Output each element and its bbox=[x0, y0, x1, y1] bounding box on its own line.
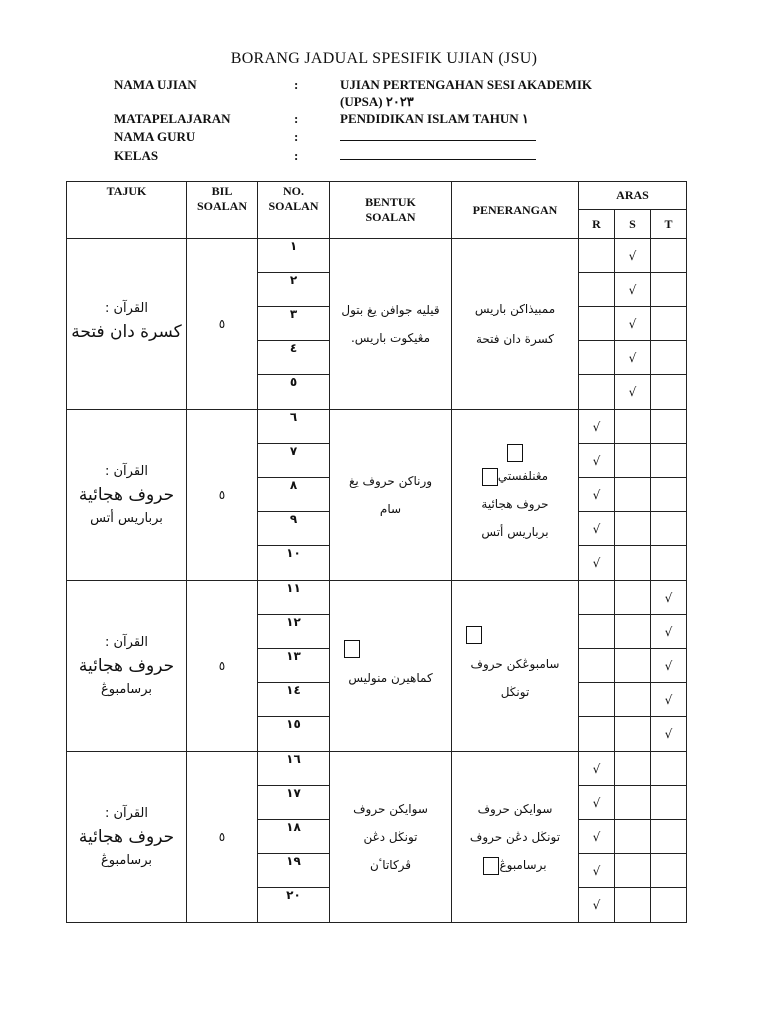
header-bil-soalan bbox=[187, 182, 258, 239]
penerangan-line-3 bbox=[483, 858, 546, 872]
kelas-label: KELAS bbox=[114, 148, 159, 163]
aras-r-cell bbox=[579, 717, 615, 752]
question-number: ١٣ bbox=[258, 649, 330, 683]
aras-r-cell bbox=[579, 615, 615, 649]
aras-t-cell bbox=[651, 546, 687, 581]
question-number: ٢ bbox=[258, 273, 330, 307]
tick-icon: √ bbox=[651, 615, 687, 649]
aras-t-cell bbox=[651, 444, 687, 478]
tick-icon: √ bbox=[615, 341, 651, 375]
header-bil-soalan-line-2: SOALAN bbox=[196, 199, 247, 213]
penerangan-line-3: برباريس أتس bbox=[481, 525, 549, 540]
bil-soalan-cell: ٥ bbox=[187, 752, 258, 923]
header-bil-soalan-line-1: BIL bbox=[211, 184, 233, 198]
tajuk-big: حروف هجائية bbox=[78, 656, 175, 676]
aras-s-cell bbox=[615, 752, 651, 786]
penerangan-line-2: تونڬل دڠن حروف bbox=[469, 830, 561, 844]
tick-icon: √ bbox=[615, 307, 651, 341]
colon: : bbox=[294, 129, 299, 144]
tajuk-sub: برسامبوڠ bbox=[100, 853, 152, 868]
aras-r-cell bbox=[579, 649, 615, 683]
bentuk-line-2: مڠيكوت باريس. bbox=[350, 331, 431, 345]
aras-s-cell bbox=[615, 717, 651, 752]
header-aras-t: T bbox=[651, 210, 687, 239]
placeholder-box-row bbox=[458, 444, 572, 463]
tick-icon: √ bbox=[579, 854, 615, 888]
kelas-blank-line[interactable] bbox=[340, 159, 536, 160]
question-number: ٨ bbox=[258, 478, 330, 512]
placeholder-box-row bbox=[336, 640, 445, 659]
table-row bbox=[67, 752, 687, 786]
placeholder-box-icon bbox=[507, 444, 523, 462]
aras-s-cell bbox=[615, 649, 651, 683]
question-number: ١٢ bbox=[258, 615, 330, 649]
aras-s-cell bbox=[615, 444, 651, 478]
penerangan-line-2: حروف هجائية bbox=[481, 497, 549, 512]
bentuk-line-1: ورناكن حروف يغ bbox=[348, 474, 433, 488]
tick-icon: √ bbox=[615, 239, 651, 273]
tajuk-big: حروف هجائية bbox=[78, 485, 175, 505]
placeholder-box-icon bbox=[466, 626, 482, 644]
aras-s-cell bbox=[615, 615, 651, 649]
aras-t-cell bbox=[651, 888, 687, 923]
question-number: ١٥ bbox=[258, 717, 330, 752]
colon: : bbox=[294, 77, 299, 92]
aras-s-cell bbox=[615, 888, 651, 923]
question-number: ٥ bbox=[258, 375, 330, 410]
tajuk-small: القرآن : bbox=[105, 300, 148, 316]
tick-icon: √ bbox=[579, 888, 615, 923]
aras-t-cell bbox=[651, 273, 687, 307]
bentuk-line-3: ڤركاتاٴن bbox=[369, 858, 412, 872]
aras-t-cell bbox=[651, 478, 687, 512]
bentuk-line-2: سام bbox=[379, 502, 402, 516]
tajuk-small: القرآن : bbox=[105, 464, 148, 479]
aras-t-cell bbox=[651, 854, 687, 888]
aras-r-cell bbox=[579, 239, 615, 273]
tick-icon: √ bbox=[651, 649, 687, 683]
aras-t-cell bbox=[651, 820, 687, 854]
table-row bbox=[67, 239, 687, 273]
header-tajuk: TAJUK bbox=[67, 182, 187, 239]
bentuk-soalan-cell bbox=[330, 752, 452, 923]
nama-guru-label: NAMA GURU bbox=[114, 129, 196, 144]
aras-r-cell bbox=[579, 273, 615, 307]
header-aras-s: S bbox=[615, 210, 651, 239]
tajuk-cell bbox=[67, 239, 187, 410]
bil-soalan-cell: ٥ bbox=[187, 410, 258, 581]
penerangan-line-1-text: مڠنلفستي bbox=[497, 469, 549, 484]
penerangan-cell bbox=[452, 581, 579, 752]
aras-r-cell bbox=[579, 375, 615, 410]
aras-s-cell bbox=[615, 786, 651, 820]
question-number: ١ bbox=[258, 239, 330, 273]
tick-icon: √ bbox=[615, 375, 651, 410]
tajuk-sub: برباريس أتس bbox=[90, 511, 163, 526]
tick-icon: √ bbox=[579, 546, 615, 581]
aras-s-cell bbox=[615, 581, 651, 615]
header-no-soalan-line-2: SOALAN bbox=[268, 199, 319, 213]
header-penerangan: PENERANGAN bbox=[452, 182, 579, 239]
question-number: ٧ bbox=[258, 444, 330, 478]
aras-s-cell bbox=[615, 546, 651, 581]
aras-r-cell bbox=[579, 581, 615, 615]
question-number: ١٤ bbox=[258, 683, 330, 717]
penerangan-line-1 bbox=[482, 469, 548, 483]
tajuk-big: حروف هجائية bbox=[78, 827, 175, 847]
bil-soalan-cell: ٥ bbox=[187, 239, 258, 410]
header-no-soalan-line-1: NO. bbox=[283, 184, 304, 198]
question-number: ١٦ bbox=[258, 752, 330, 786]
nama-ujian-value bbox=[340, 76, 670, 110]
penerangan-cell bbox=[452, 239, 579, 410]
nama-ujian-label: NAMA UJIAN bbox=[114, 77, 197, 92]
tajuk-small: القرآن : bbox=[105, 806, 148, 821]
aras-t-cell bbox=[651, 239, 687, 273]
jsu-table bbox=[66, 181, 687, 923]
bentuk-line-1: قيليه جوافن يغ بتول bbox=[341, 303, 440, 317]
nama-ujian-value-line-1: UJIAN PERTENGAHAN SESI AKADEMIK bbox=[340, 77, 592, 92]
header-aras: ARAS bbox=[579, 182, 687, 210]
question-number: ١١ bbox=[258, 581, 330, 615]
question-number: ١٨ bbox=[258, 820, 330, 854]
penerangan-cell bbox=[452, 410, 579, 581]
bentuk-line-1: كماهيرن منوليس bbox=[348, 671, 433, 686]
penerangan-cell bbox=[452, 752, 579, 923]
penerangan-line-1: ممبيذاكن باريس bbox=[474, 302, 556, 316]
header-bentuk-soalan-line-1: BENTUK bbox=[365, 195, 416, 209]
question-number: ٤ bbox=[258, 341, 330, 375]
placeholder-box-icon bbox=[344, 640, 360, 658]
question-number: ٢٠ bbox=[258, 888, 330, 923]
header-bentuk-soalan-line-2: SOALAN bbox=[365, 210, 416, 224]
aras-s-cell bbox=[615, 512, 651, 546]
penerangan-line-2: تونڬل bbox=[500, 685, 530, 700]
bentuk-line-1: سوايكن حروف bbox=[353, 802, 428, 816]
aras-s-cell bbox=[615, 820, 651, 854]
question-number: ١٩ bbox=[258, 854, 330, 888]
tick-icon: √ bbox=[579, 820, 615, 854]
aras-r-cell bbox=[579, 307, 615, 341]
tick-icon: √ bbox=[579, 410, 615, 444]
aras-r-cell bbox=[579, 683, 615, 717]
aras-s-cell bbox=[615, 410, 651, 444]
aras-t-cell bbox=[651, 786, 687, 820]
colon: : bbox=[294, 111, 299, 126]
table-header-row-1 bbox=[67, 182, 687, 210]
tick-icon: √ bbox=[651, 683, 687, 717]
tajuk-sub: برسامبوڠ bbox=[100, 682, 152, 697]
aras-t-cell bbox=[651, 752, 687, 786]
form-title: BORANG JADUAL SPESIFIK UJIAN (JSU) bbox=[230, 50, 538, 67]
tick-icon: √ bbox=[651, 717, 687, 752]
tick-icon: √ bbox=[651, 581, 687, 615]
tajuk-small: القرآن : bbox=[105, 635, 148, 650]
matapelajaran-value: PENDIDIKAN ISLAM TAHUN ١ bbox=[340, 111, 529, 126]
header-bentuk-soalan bbox=[330, 182, 452, 239]
aras-t-cell bbox=[651, 307, 687, 341]
nama-ujian-value-line-2: (UPSA) ٢٠٢٣ bbox=[340, 94, 414, 109]
penerangan-line-2: كسرة دان فتحة bbox=[476, 332, 554, 346]
placeholder-box-icon bbox=[483, 857, 499, 875]
table-row bbox=[67, 410, 687, 444]
aras-r-cell bbox=[579, 341, 615, 375]
aras-t-cell bbox=[651, 375, 687, 410]
question-number: ٣ bbox=[258, 307, 330, 341]
question-number: ١٠ bbox=[258, 546, 330, 581]
header-no-soalan bbox=[258, 182, 330, 239]
tick-icon: √ bbox=[615, 273, 651, 307]
colon: : bbox=[294, 148, 299, 163]
tick-icon: √ bbox=[579, 512, 615, 546]
placeholder-box-icon bbox=[482, 468, 498, 486]
tick-icon: √ bbox=[579, 444, 615, 478]
aras-s-cell bbox=[615, 854, 651, 888]
header-aras-r: R bbox=[579, 210, 615, 239]
tajuk-cell bbox=[67, 581, 187, 752]
tajuk-cell bbox=[67, 410, 187, 581]
penerangan-line-1: سوايكن حروف bbox=[477, 802, 553, 816]
bil-soalan-cell: ٥ bbox=[187, 581, 258, 752]
aras-t-cell bbox=[651, 512, 687, 546]
aras-t-cell bbox=[651, 341, 687, 375]
tick-icon: √ bbox=[579, 478, 615, 512]
aras-t-cell bbox=[651, 410, 687, 444]
penerangan-line-3-text: برسامبوڠ bbox=[499, 858, 547, 872]
penerangan-line-1: سامبوڠكن حروف bbox=[470, 657, 560, 672]
bentuk-line-2: تونڬل دڠن bbox=[363, 830, 418, 844]
matapelajaran-label: MATAPELAJARAN bbox=[114, 111, 231, 126]
question-number: ١٧ bbox=[258, 786, 330, 820]
question-number: ٩ bbox=[258, 512, 330, 546]
question-number: ٦ bbox=[258, 410, 330, 444]
aras-s-cell bbox=[615, 478, 651, 512]
bentuk-soalan-cell bbox=[330, 410, 452, 581]
tick-icon: √ bbox=[579, 752, 615, 786]
placeholder-box-row bbox=[458, 626, 572, 645]
tajuk-big: كسرة دان فتحة bbox=[71, 321, 182, 342]
bentuk-soalan-cell bbox=[330, 239, 452, 410]
tajuk-cell bbox=[67, 752, 187, 923]
table-row bbox=[67, 581, 687, 615]
bentuk-soalan-cell bbox=[330, 581, 452, 752]
tick-icon: √ bbox=[579, 786, 615, 820]
nama-guru-blank-line[interactable] bbox=[340, 140, 536, 141]
aras-s-cell bbox=[615, 683, 651, 717]
